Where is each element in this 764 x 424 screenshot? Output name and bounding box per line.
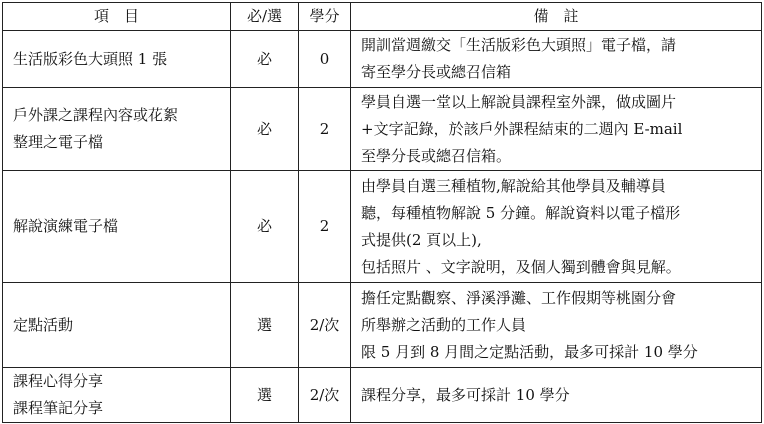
credit-requirements-table-wrapper bbox=[2, 2, 761, 421]
row-item-line: 解說演練電子檔 bbox=[13, 217, 119, 235]
row-item-line: 戶外課之課程內容或花絮 bbox=[13, 106, 179, 124]
row-note-line: 寄至學分長或總召信箱 bbox=[361, 63, 512, 81]
row-note-line: 所舉辦之活動的工作人員 bbox=[361, 315, 527, 334]
row-credit: 2/次 bbox=[299, 368, 351, 423]
row-note-line: 擔任定點觀察、淨溪淨灘、工作假期等桃園分會 bbox=[361, 288, 677, 307]
row-item-line: 定點活動 bbox=[13, 315, 74, 334]
row-note-line: 式提供(2 頁以上), bbox=[361, 230, 482, 249]
table-row bbox=[3, 283, 762, 368]
row-required: 必 bbox=[231, 88, 299, 171]
credit-requirements-table bbox=[2, 2, 762, 423]
table-row bbox=[3, 88, 762, 171]
header-note: 備 註 bbox=[351, 3, 762, 31]
header-required: 必/選 bbox=[231, 3, 299, 31]
row-note-line: 至學分長或總召信箱。 bbox=[361, 146, 512, 165]
row-required: 選 bbox=[231, 283, 299, 368]
row-note bbox=[351, 283, 762, 368]
header-item: 項 目 bbox=[3, 3, 231, 31]
row-note-line: 聽，每種植物解說 5 分鐘。解說資料以電子檔形 bbox=[361, 203, 681, 222]
row-required: 選 bbox=[231, 368, 299, 423]
row-note bbox=[351, 171, 762, 283]
row-required: 必 bbox=[231, 31, 299, 88]
row-note-line: 課程分享，最多可採計 10 學分 bbox=[361, 385, 570, 404]
row-credit: 2 bbox=[299, 88, 351, 171]
row-item bbox=[3, 171, 231, 283]
row-note bbox=[351, 368, 762, 423]
row-credit: 0 bbox=[299, 31, 351, 88]
row-note-line: +文字記錄，於該戶外課程結束的二週內 E-mail bbox=[361, 119, 683, 138]
row-credit: 2/次 bbox=[299, 283, 351, 368]
row-required: 必 bbox=[231, 171, 299, 283]
row-note bbox=[351, 88, 762, 171]
row-note-line: 由學員自選三種植物,解說給其他學員及輔導員 bbox=[361, 176, 666, 195]
table-row bbox=[3, 171, 762, 283]
row-note-line: 學員自選一堂以上解說員課程室外課，做成圖片 bbox=[361, 92, 677, 111]
row-credit: 2 bbox=[299, 171, 351, 283]
table-row bbox=[3, 368, 762, 423]
row-item bbox=[3, 368, 231, 423]
row-item-line: 整理之電子檔 bbox=[13, 133, 104, 151]
row-item-line: 生活版彩色大頭照 1 張 bbox=[13, 49, 168, 68]
row-item bbox=[3, 88, 231, 171]
row-note-line: 包括照片 、文字說明，及個人獨到體會與見解。 bbox=[361, 257, 681, 276]
table-row bbox=[3, 31, 762, 88]
row-item bbox=[3, 283, 231, 368]
row-note bbox=[351, 31, 762, 88]
header-credit: 學分 bbox=[299, 3, 351, 31]
row-item bbox=[3, 31, 231, 88]
row-note-line: 限 5 月到 8 月間之定點活動，最多可採計 10 學分 bbox=[361, 342, 698, 361]
row-item-line: 課程心得分享 bbox=[13, 372, 104, 390]
row-note-line: 開訓當週繳交「生活版彩色大頭照」電子檔，請 bbox=[361, 36, 677, 54]
table-header-row bbox=[3, 3, 762, 31]
row-item-line: 課程筆記分享 bbox=[13, 399, 104, 417]
